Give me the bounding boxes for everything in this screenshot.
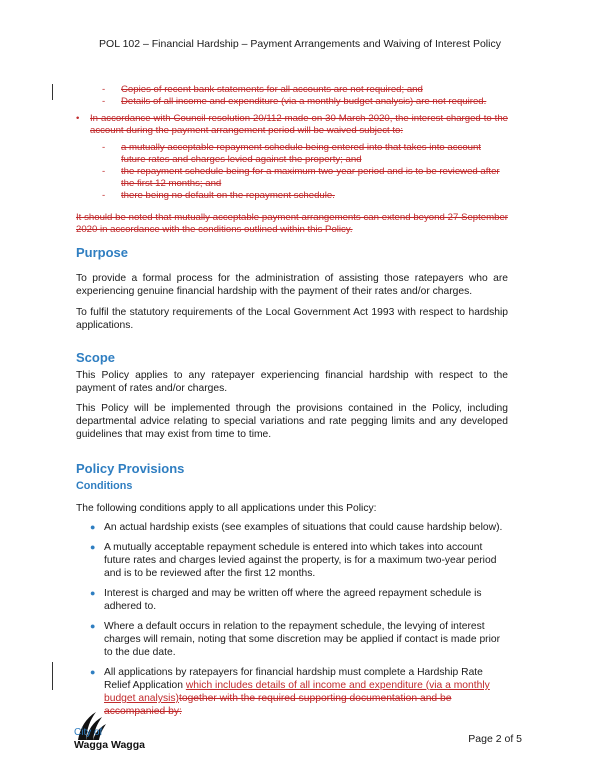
- inserted-text: which includes details of all income and expenditure (via a monthly budget analysis): [104, 680, 490, 704]
- purpose-heading: Purpose: [76, 245, 129, 260]
- scope-heading: Scope: [76, 350, 116, 365]
- list-item: - there being no default on the repayment schedule.: [102, 190, 335, 201]
- list-item: - the repayment schedule being for a maximum two-year period and is to be reviewed after the first 12 months; and: [102, 166, 500, 189]
- list-item: ● Where a default occurs in relation to the repayment schedule, the levying of interest charges will remain, noting that some discretion may be applied if contact is made prior to the due date.: [90, 621, 501, 658]
- list-item: ● A mutually acceptable repayment schedule is entered into which takes into account future rates and charges levied against the property, is for a maximum two-year period and is to be reviewed after the first 12 months.: [90, 542, 497, 579]
- conditions-subheading: Conditions: [76, 480, 133, 492]
- bullet-dot-icon: ●: [90, 588, 96, 598]
- conditions-intro: The following conditions apply to all applications under this Policy:: [76, 503, 377, 514]
- policy-provisions-heading: Policy Provisions: [76, 461, 185, 476]
- bullet-dot-icon: ●: [90, 542, 96, 552]
- page-number: Page 2 of 5: [468, 733, 522, 745]
- deleted-dash-list: [102, 84, 508, 108]
- deleted-sub-list: [102, 142, 508, 202]
- change-bar-last-bullet: [52, 662, 53, 690]
- list-item: - Details of all income and expenditure (via a monthly budget analysis) are not required.: [102, 96, 487, 107]
- bullet-dot-icon: ●: [90, 522, 96, 532]
- deleted-text: together with the required supporting documentation and be accompanied by:: [104, 693, 452, 717]
- purpose-paragraph-1: To provide a formal process for the administration of assisting those ratepayers who are experiencing genuine financial hardship with the payment of their rates and/or charges.: [76, 273, 508, 297]
- list-item: ● All applications by ratepayers for financial hardship must complete a Hardship Rate Relief Application which includes details of all income and expenditure (via a monthly budget analysis)together with the required supporting documentation and be accompanied by:: [90, 667, 490, 717]
- deleted-bullet: • In accordance with Council resolution 20/112 made on 30 March 2020, the interest charged to the account during the payment arrangement period will be waived subject to:: [76, 113, 508, 136]
- bullet-dot-icon: •: [76, 113, 80, 124]
- bullet-dot-icon: ●: [90, 621, 96, 631]
- purpose-paragraph-2: To fulfil the statutory requirements of the Local Government Act 1993 with respect to hardship applications.: [76, 307, 508, 331]
- logo-text-line-1: City of: [74, 727, 103, 738]
- change-bar-top: [52, 84, 53, 100]
- list-item: - a mutually acceptable repayment schedule being entered into that takes into account future rates and charges levied against the property; and: [102, 142, 481, 165]
- logo-text-line-2: Wagga Wagga: [74, 739, 145, 751]
- list-item: ● Interest is charged and may be written off where the agreed repayment schedule is adhered to.: [90, 588, 482, 612]
- page-header: POL 102 – Financial Hardship – Payment Arrangements and Waiving of Interest Policy: [99, 38, 501, 50]
- list-item: ● An actual hardship exists (see examples of situations that could cause hardship below).: [90, 522, 503, 533]
- list-item: - Copies of recent bank statements for all accounts are not required; and: [102, 84, 423, 95]
- scope-paragraph-1: This Policy applies to any ratepayer experiencing financial hardship with respect to the payment of rates and/or charges.: [76, 370, 508, 394]
- conditions-list: [90, 521, 508, 725]
- deleted-note: It should be noted that mutually acceptable payment arrangements can extend beyond 27 September 2020 in accordance with the conditions outlined within this Policy.: [76, 212, 508, 235]
- scope-paragraph-2: This Policy will be implemented through the provisions contained in the Policy, including departmental advice relating to special variations and rate pegging limits and any developed guidelines that may exist from time to time.: [76, 403, 508, 440]
- city-logo: [74, 710, 174, 760]
- bullet-dot-icon: ●: [90, 667, 96, 677]
